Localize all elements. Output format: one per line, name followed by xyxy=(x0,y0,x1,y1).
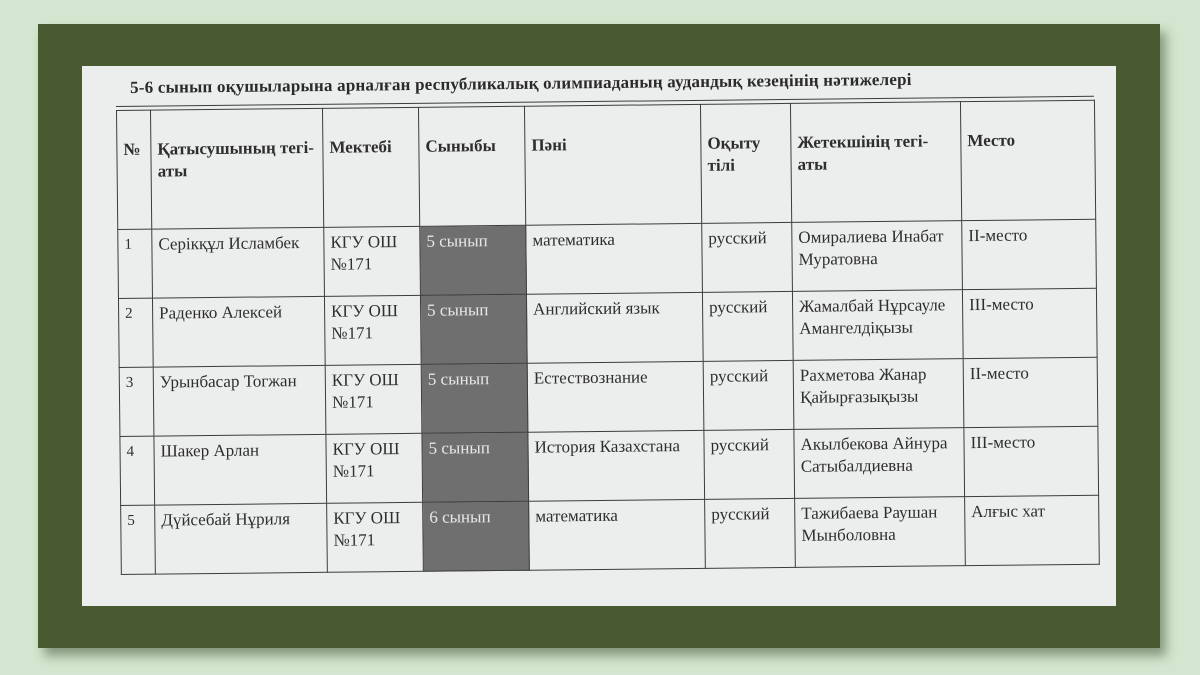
table-row xyxy=(118,219,1097,298)
teacher-name: Тажибаева Раушан Мынболовна xyxy=(795,497,966,568)
table-row xyxy=(118,288,1097,367)
participant-name: Шакер Арлан xyxy=(154,434,327,505)
participant-name: Урынбасар Тогжан xyxy=(153,365,326,436)
document-paper xyxy=(82,66,1116,606)
subject-cell: История Казахстана xyxy=(528,430,705,501)
subject-cell: Английский язык xyxy=(526,292,703,363)
language-cell: русский xyxy=(702,291,793,361)
language-cell: русский xyxy=(702,222,793,292)
grade-cell: 5 сынып xyxy=(421,363,528,433)
table-row xyxy=(119,357,1098,436)
school-name: КГУ ОШ №171 xyxy=(327,502,424,572)
grade-cell: 5 сынып xyxy=(420,294,527,364)
place-cell: ІІІ-место xyxy=(962,288,1097,358)
school-name: КГУ ОШ №171 xyxy=(325,364,422,434)
header-place: Место xyxy=(960,100,1095,220)
subject-cell: математика xyxy=(529,499,706,570)
language-cell: русский xyxy=(704,429,795,499)
teacher-name: Жамалбай Нұрсауле Амангелдіқызы xyxy=(792,290,963,361)
participant-name: Дүйсебай Нұриля xyxy=(155,503,328,574)
language-cell: русский xyxy=(705,498,796,568)
table-row xyxy=(121,495,1100,574)
row-number: 5 xyxy=(121,505,156,574)
row-number: 3 xyxy=(119,367,154,436)
teacher-name: Рахметова Жанар Қайырғазықызы xyxy=(793,359,964,430)
header-teacher: Жетекшінің тегі-аты xyxy=(790,102,961,223)
header-grade: Сыныбы xyxy=(418,106,525,226)
school-name: КГУ ОШ №171 xyxy=(326,433,423,503)
header-school: Мектебі xyxy=(322,107,419,227)
row-number: 4 xyxy=(120,436,155,505)
row-number: 2 xyxy=(118,298,153,367)
header-language: Оқыту тілі xyxy=(700,103,791,223)
school-name: КГУ ОШ №171 xyxy=(324,226,421,296)
school-name: КГУ ОШ №171 xyxy=(324,295,421,365)
language-cell: русский xyxy=(703,360,794,430)
header-participant: Қатысушының тегі-аты xyxy=(151,108,324,229)
participant-name: Раденко Алексей xyxy=(152,296,325,367)
place-cell: Алғыс хат xyxy=(965,495,1100,565)
place-cell: ІІ-место xyxy=(962,219,1097,289)
photo-frame xyxy=(38,24,1160,648)
row-number: 1 xyxy=(118,229,153,298)
grade-cell: 6 сынып xyxy=(423,501,530,571)
participant-name: Серікқұл Исламбек xyxy=(152,227,325,298)
grade-cell: 5 сынып xyxy=(422,432,529,502)
table-row xyxy=(120,426,1099,505)
teacher-name: Акылбекова Айнура Сатыбалдиевна xyxy=(794,428,965,499)
subject-cell: Естествознание xyxy=(527,361,704,432)
place-cell: ІІІ-место xyxy=(964,426,1099,496)
table-header-row xyxy=(117,100,1096,229)
header-number: № xyxy=(117,110,152,229)
subject-cell: математика xyxy=(526,223,703,294)
results-table xyxy=(116,100,1100,575)
place-cell: ІІ-место xyxy=(963,357,1098,427)
grade-cell: 5 сынып xyxy=(420,225,527,295)
document-title: 5-6 сынып оқушыларына арналған республикалық олимпиаданың аудандық кезеңінің нәтижелері xyxy=(130,69,912,97)
header-subject: Пәні xyxy=(524,104,701,225)
teacher-name: Омиралиева Инабат Муратовна xyxy=(792,221,963,292)
